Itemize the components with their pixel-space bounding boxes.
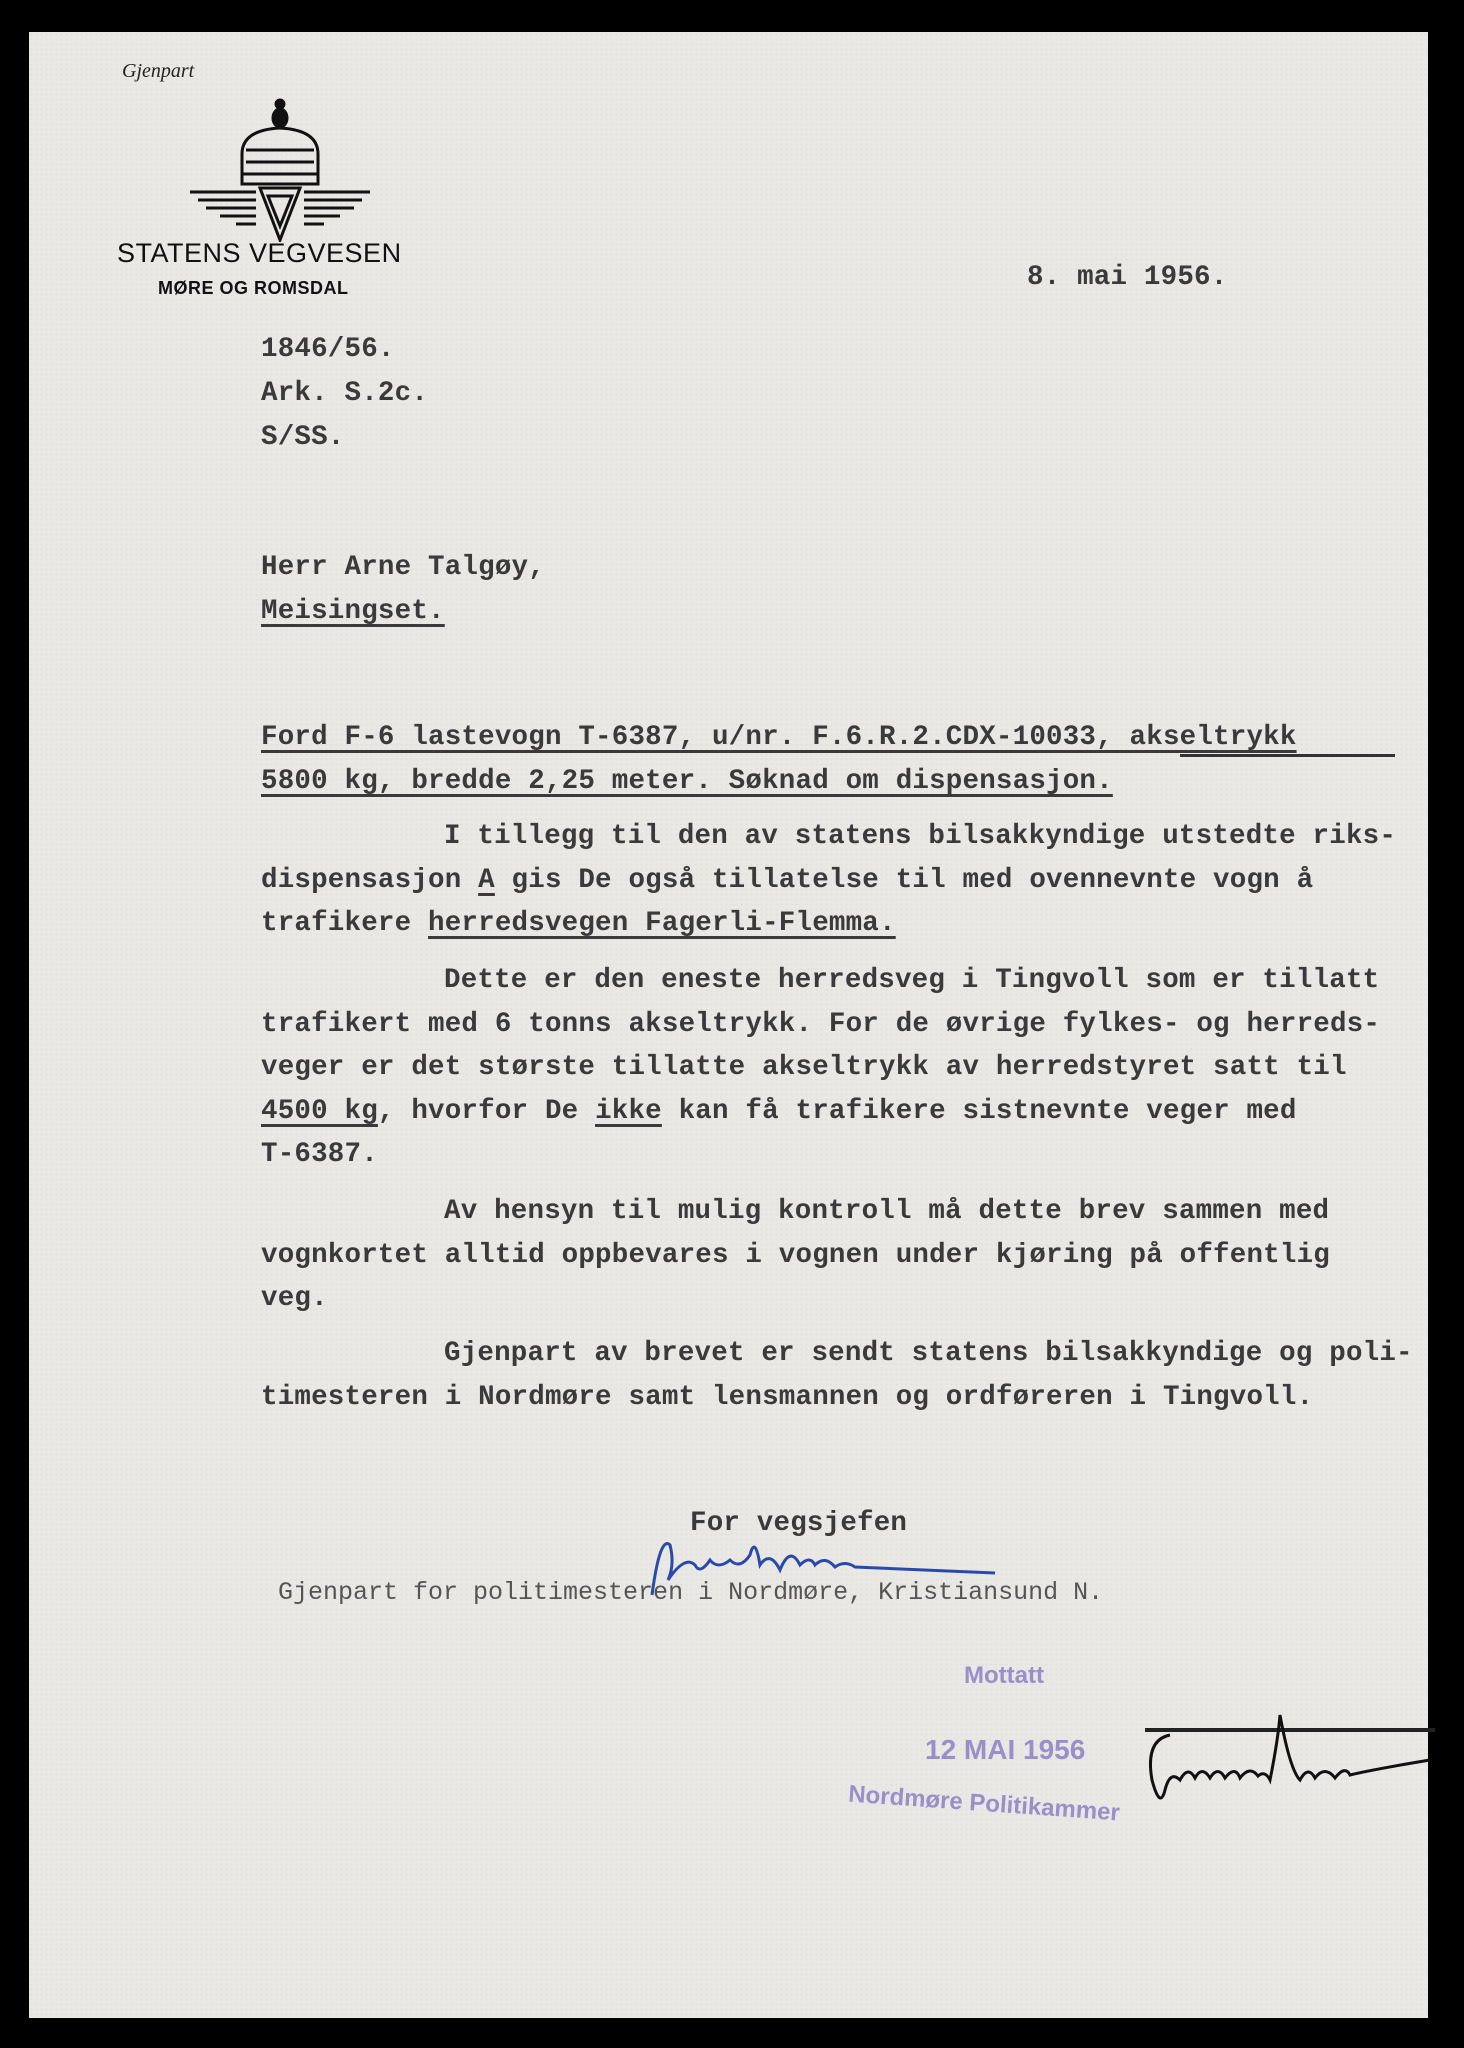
organization-region: MØRE OG ROMSDAL bbox=[158, 278, 349, 298]
paragraph-2-line bbox=[261, 1052, 1347, 1083]
text-segment: , hvorfor De bbox=[377, 1095, 596, 1127]
archive-code: Ark. S.2c. bbox=[261, 378, 429, 409]
copy-distribution-note: Gjenpart for politimesteren i Nordmøre, Kristiansund N. bbox=[278, 1578, 1104, 1607]
text-segment: veg. bbox=[261, 1283, 328, 1314]
text-segment: I tillegg til den av statens bilsakkyndige utstedte riks- bbox=[444, 821, 1397, 852]
paragraph-1-line bbox=[261, 908, 896, 939]
underlined-text: Ford F-6 lastevogn T-6387, u/nr. F.6.R.2.CDX-10033, akseltrykk bbox=[261, 722, 1297, 753]
subject-underline-extension bbox=[1180, 754, 1395, 757]
stamp-date: 12 MAI 1956 bbox=[925, 1734, 1086, 1765]
stamp-received: Mottatt bbox=[964, 1662, 1044, 1689]
organization-name: STATENS VEGVESEN bbox=[117, 238, 402, 268]
stamp-office: Nordmøre Politikammer bbox=[847, 1780, 1121, 1827]
text-segment: gis De også tillatelse til med ovennevnte vogn å bbox=[494, 864, 1314, 896]
underlined-text: 4500 kg bbox=[261, 1095, 378, 1127]
paragraph-4-line bbox=[261, 1382, 1313, 1413]
paragraph-3-line bbox=[261, 1240, 1330, 1271]
reference-number: 1846/56. bbox=[261, 334, 395, 365]
paragraph-4-line bbox=[444, 1338, 1413, 1369]
subject-text-line bbox=[261, 722, 1297, 753]
paragraph-3-line bbox=[444, 1196, 1329, 1227]
recipient-name: Herr Arne Talgøy, bbox=[261, 552, 545, 583]
paragraph-2-line bbox=[444, 965, 1379, 996]
underlined-text: 5800 kg, bredde 2,25 meter. Søknad om dispensasjon. bbox=[261, 766, 1113, 797]
text-segment: vognkortet alltid oppbevares i vognen under kjøring på offentlig bbox=[261, 1239, 1330, 1271]
text-segment: veger er det største tillatte akseltrykk av herredstyret satt til bbox=[261, 1052, 1347, 1083]
paragraph-2-line bbox=[261, 1009, 1380, 1040]
text-segment: kan få trafikere sistnevnte veger med bbox=[661, 1095, 1297, 1127]
paragraph-2-line bbox=[261, 1139, 378, 1170]
closing: For vegsjefen bbox=[690, 1508, 908, 1539]
paragraph-2-line bbox=[261, 1096, 1297, 1127]
text-segment: Dette er den eneste herredsveg i Tingvoll som er tillatt bbox=[444, 965, 1380, 996]
underlined-text: ikke bbox=[595, 1095, 662, 1127]
text-segment: dispensasjon bbox=[261, 864, 479, 896]
letter-date: 8. mai 1956. bbox=[1027, 262, 1228, 293]
paragraph-1-line bbox=[444, 821, 1396, 852]
underlined-text: herredsvegen Fagerli-Flemma. bbox=[428, 908, 896, 939]
text-segment: Gjenpart av brevet er sendt statens bilsakkyndige og poli- bbox=[444, 1338, 1413, 1369]
recipient-place: Meisingset. bbox=[261, 596, 445, 627]
text-segment: timesteren i Nordmøre samt lensmannen og ordføreren i Tingvoll. bbox=[261, 1381, 1314, 1413]
subject-text-line bbox=[261, 766, 1113, 797]
text-segment: Av hensyn til mulig kontroll må dette brev sammen med bbox=[444, 1196, 1330, 1227]
underlined-text: A bbox=[478, 864, 495, 896]
signature-black-icon bbox=[1140, 1710, 1440, 1820]
copy-mark: Gjenpart bbox=[122, 60, 195, 82]
paragraph-3-line bbox=[261, 1283, 328, 1314]
paragraph-1-line bbox=[261, 865, 1313, 896]
text-segment: trafikere bbox=[261, 908, 429, 939]
initials: S/SS. bbox=[261, 422, 345, 453]
text-segment: trafikert med 6 tonns akseltrykk. For de øvrige fylkes- og herreds- bbox=[261, 1008, 1381, 1040]
crown-wings-logo-icon bbox=[180, 92, 380, 242]
text-segment: T-6387. bbox=[261, 1139, 378, 1170]
